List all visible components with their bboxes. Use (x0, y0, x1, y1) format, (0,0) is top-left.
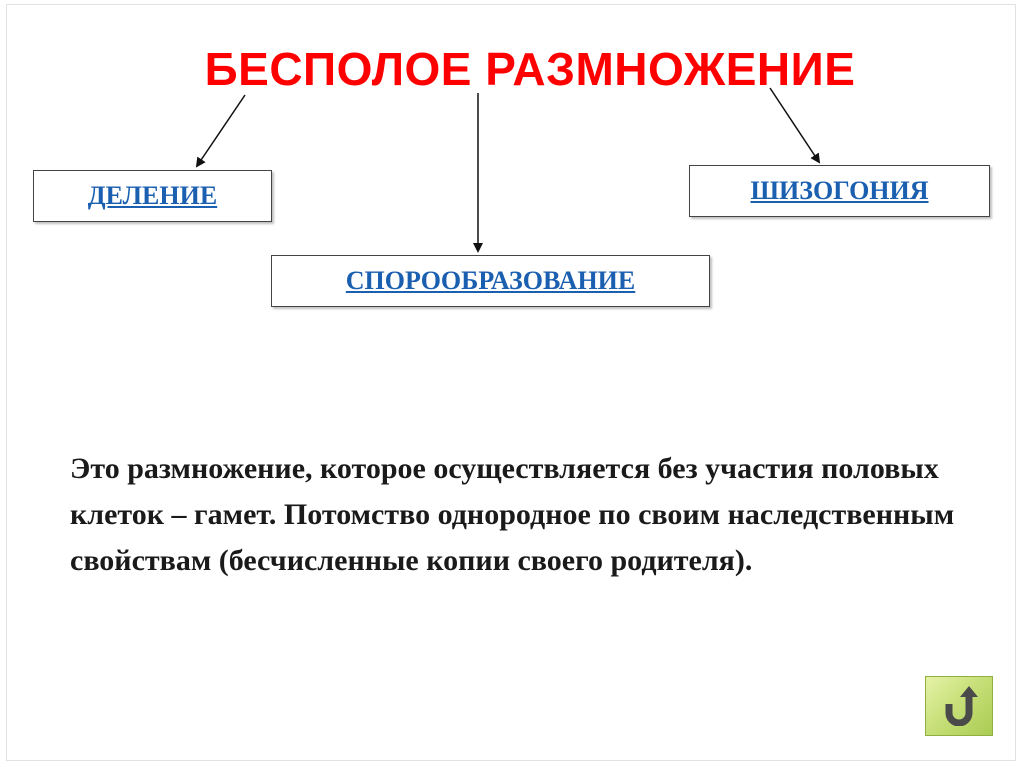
arrow-to-division (197, 95, 245, 166)
schizogony-link[interactable]: ШИЗОГОНИЯ (750, 176, 929, 205)
division-box[interactable] (33, 170, 272, 222)
definition-text: Это размножение, которое осуществляется без участия половых клеток – гамет. Потомство однородное по своим наследственным свойствам (бесчисленные копии своего родителя). (70, 452, 955, 577)
sporulation-box[interactable] (271, 255, 710, 307)
diagram-title: БЕСПОЛОЕ РАЗМНОЖЕНИЕ (204, 43, 856, 95)
arrow-to-schizogony (770, 88, 819, 162)
return-arrow-icon (938, 686, 980, 726)
sporulation-link[interactable]: СПОРООБРАЗОВАНИЕ (345, 266, 636, 295)
schizogony-box[interactable] (689, 165, 990, 217)
back-button[interactable] (925, 676, 993, 736)
division-link[interactable]: ДЕЛЕНИЕ (87, 181, 218, 210)
